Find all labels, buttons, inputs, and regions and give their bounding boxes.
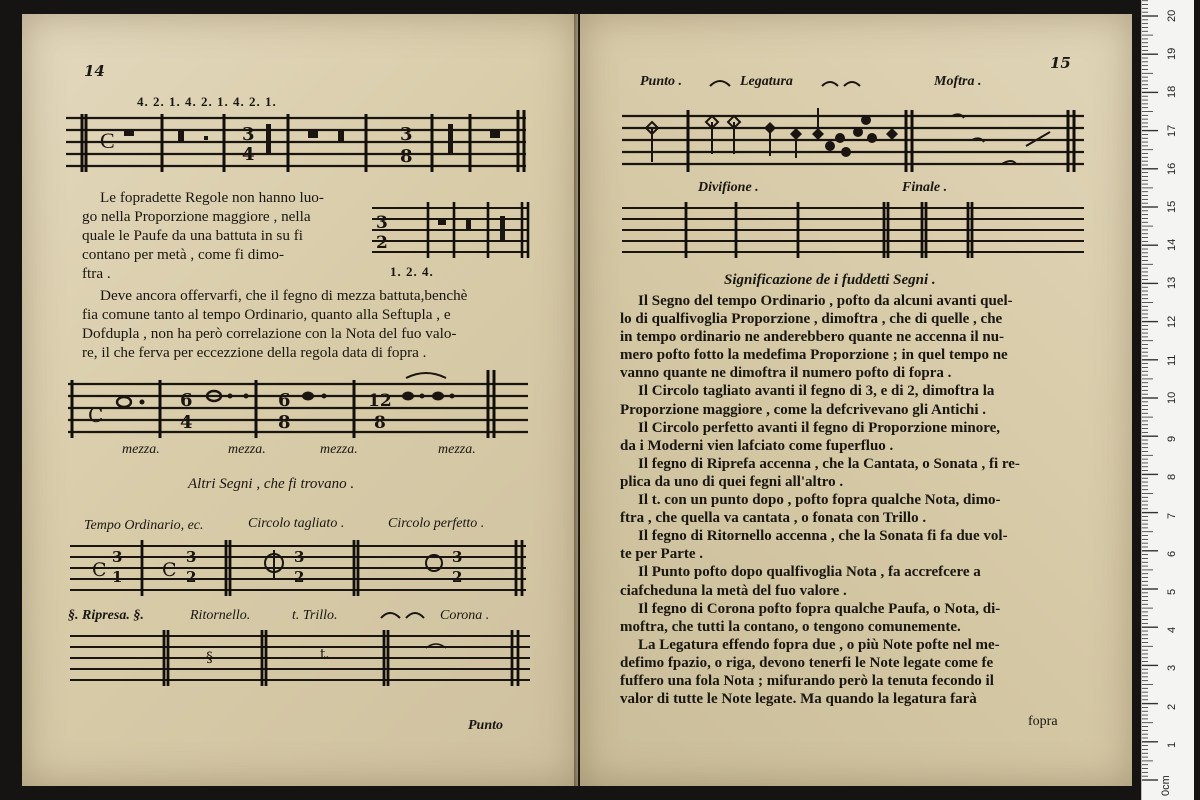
ruler-label: 12 [1166,315,1178,328]
mezza-label: mezza. [228,442,266,457]
svg-text:2: 2 [452,568,463,586]
music-staff-rests [66,106,528,178]
mezza-label: mezza. [122,442,160,457]
svg-text:12: 12 [368,391,392,411]
svg-text:4: 4 [180,412,193,433]
page-number: 14 [84,62,105,80]
section-heading-meaning: Significazione de i fuddetti Segni . [724,272,936,288]
section-heading-other-signs: Altri Segni , che fi trovano . [188,476,355,492]
ruler-label: 8 [1166,474,1178,481]
ruler-label: 18 [1166,86,1178,99]
svg-text:8: 8 [400,146,413,167]
paragraph-rule-exception: Le fopradette Regole non hanno luo- go nella Proporzione maggiore , nella quale le Paufe da una battuta in su fi contano per metà , come fi dimo- ftra . [82,189,324,282]
sign-label: Corona . [440,608,490,623]
sign-label: Circolo perfetto . [388,516,485,531]
svg-text:3: 3 [294,548,305,566]
svg-text:§: § [206,650,213,666]
sign-label: t. Trillo. [292,608,338,623]
ruler-label: 4 [1166,627,1178,634]
corona-symbol [378,606,428,620]
ruler-label: 11 [1166,354,1178,366]
ruler-label: 20 [1166,9,1178,22]
svg-text:1: 1 [112,568,123,586]
proportion-numbers: 1. 2. 4. [390,264,434,279]
sign-label: Finale . [902,180,948,195]
left-page [22,14,578,786]
svg-text:6: 6 [180,390,193,411]
music-staff-mezza [68,366,530,444]
ruler-label: 3 [1166,665,1178,672]
sign-label: Circolo tagliato . [248,516,345,531]
tie-symbol [708,76,732,88]
sign-label: Tempo Ordinario, ec. [84,518,204,533]
tie-symbol [820,76,864,88]
ruler-label: 1 [1166,741,1178,748]
svg-text:3: 3 [376,213,388,233]
ruler-label: 14 [1166,238,1178,252]
music-staff-proportion [372,198,530,262]
catchword: Punto [468,718,504,733]
ruler-label: 13 [1166,277,1178,290]
sign-label: Moftra . [934,74,982,89]
svg-text:8: 8 [374,413,386,433]
page-number: 15 [1050,54,1071,72]
svg-text:2: 2 [186,568,197,586]
ruler-label: 16 [1166,162,1178,175]
sign-label: Ritornello. [190,608,251,623]
svg-text:C: C [88,403,104,427]
ruler-label: 10 [1166,391,1178,404]
mezza-label: mezza. [320,442,358,457]
svg-text:C: C [100,128,115,153]
sign-label: Divifione . [698,180,759,195]
svg-text:3: 3 [400,124,413,145]
svg-text:3: 3 [112,548,123,566]
music-staff-time-signatures [70,536,528,598]
svg-text:C: C [92,559,107,581]
ruler-label: 15 [1166,200,1178,213]
svg-text:2: 2 [376,233,388,253]
paragraph-half-measure: Deve ancora offervarfi, che il fegno di mezza battuta,benchè fia comune tanto al tempo Ordinario, quanto alla Seftupla , e Dofdupla , non ha però correlazione con la Nota del fuo valo- re, il che ferva per eccezzione della regola data di fopra . [82,287,468,361]
music-staff-notes [622,102,1086,178]
measurement-ruler: 1 2 3 4 5 6 7 8 9 10 11 12 13 14 15 16 17 18 19 20 0cm [1141,0,1194,800]
music-staff-repeat-signs [70,626,532,688]
staff-numbers: 4. 2. 1. 4. 2. 1. 4. 2. 1. [137,94,277,109]
svg-text:t.: t. [320,647,330,662]
ruler-label: 7 [1166,512,1178,519]
music-staff-barlines [622,198,1086,260]
svg-text:6: 6 [278,390,291,411]
ruler-label: 17 [1166,124,1178,137]
signs-explanation-text: Il Segno del tempo Ordinario , pofto da alcuni avanti quel- lo di qualfivoglia Proporzione , dimoftra , che di quelle , che in tempo ordinario ne anderebbero quante ne accenna il nu- mero pofto fotto la medefima Proporzione ; in quel tempo ne vanno quante ne dimoftra il numero pofto di fopra . Il Circolo tagliato avanti il fegno di 3, e di 2, dimoftra la Proporzione maggiore , come la defcrivevano gli Antichi . Il Circolo perfetto avanti il fegno di Proporzione minore, da i Moderni vien lafciato come fuperfluo . Il fegno di Riprefa accenna , che la Cantata, o Sonata , fi re- plica da uno di quei fegni all'altro . Il t. con un punto dopo , pofto fopra qualche Nota, dimo- ftra , che quella va cantata , o fonata con Trillo . Il fegno di Ritornello accenna , che la Sonata fi fa due vol- te per Parte . Il Punto pofto dopo qualfivoglia Nota , fa accrefcere a ciafcheduna la metà del fuo valore . Il fegno di Corona pofto fopra qualche Paufa, o Nota, di- moftra, che tutti la contano, o tengono comunemente. La Legatura effendo fopra due , o più Note pofte nel me- defimo fpazio, o riga, devono tenerfi le Note legate come fe fuffero una fola Nota ; mifurando però la tenuta fecondo il valor di tutte le Note legate. Ma quando la legatura farà [620,293,1020,708]
catchword: fopra [1028,714,1058,729]
svg-text:3: 3 [452,548,463,566]
sign-label: Punto . [640,74,683,89]
svg-text:3: 3 [242,124,255,145]
mezza-label: mezza. [438,442,476,457]
svg-text:2: 2 [294,568,305,586]
ruler-label: 19 [1166,47,1178,61]
ruler-label: 6 [1166,550,1178,557]
ruler-label: 9 [1166,436,1178,443]
ruler-label: 2 [1166,703,1178,710]
svg-text:3: 3 [186,548,197,566]
sign-label: Legatura [740,74,793,89]
svg-text:8: 8 [278,412,291,433]
svg-text:C: C [162,559,177,581]
right-page [580,14,1132,786]
svg-text:4: 4 [242,144,255,165]
ruler-label: 5 [1166,588,1178,595]
sign-label: §. Ripresa. §. [68,608,144,623]
